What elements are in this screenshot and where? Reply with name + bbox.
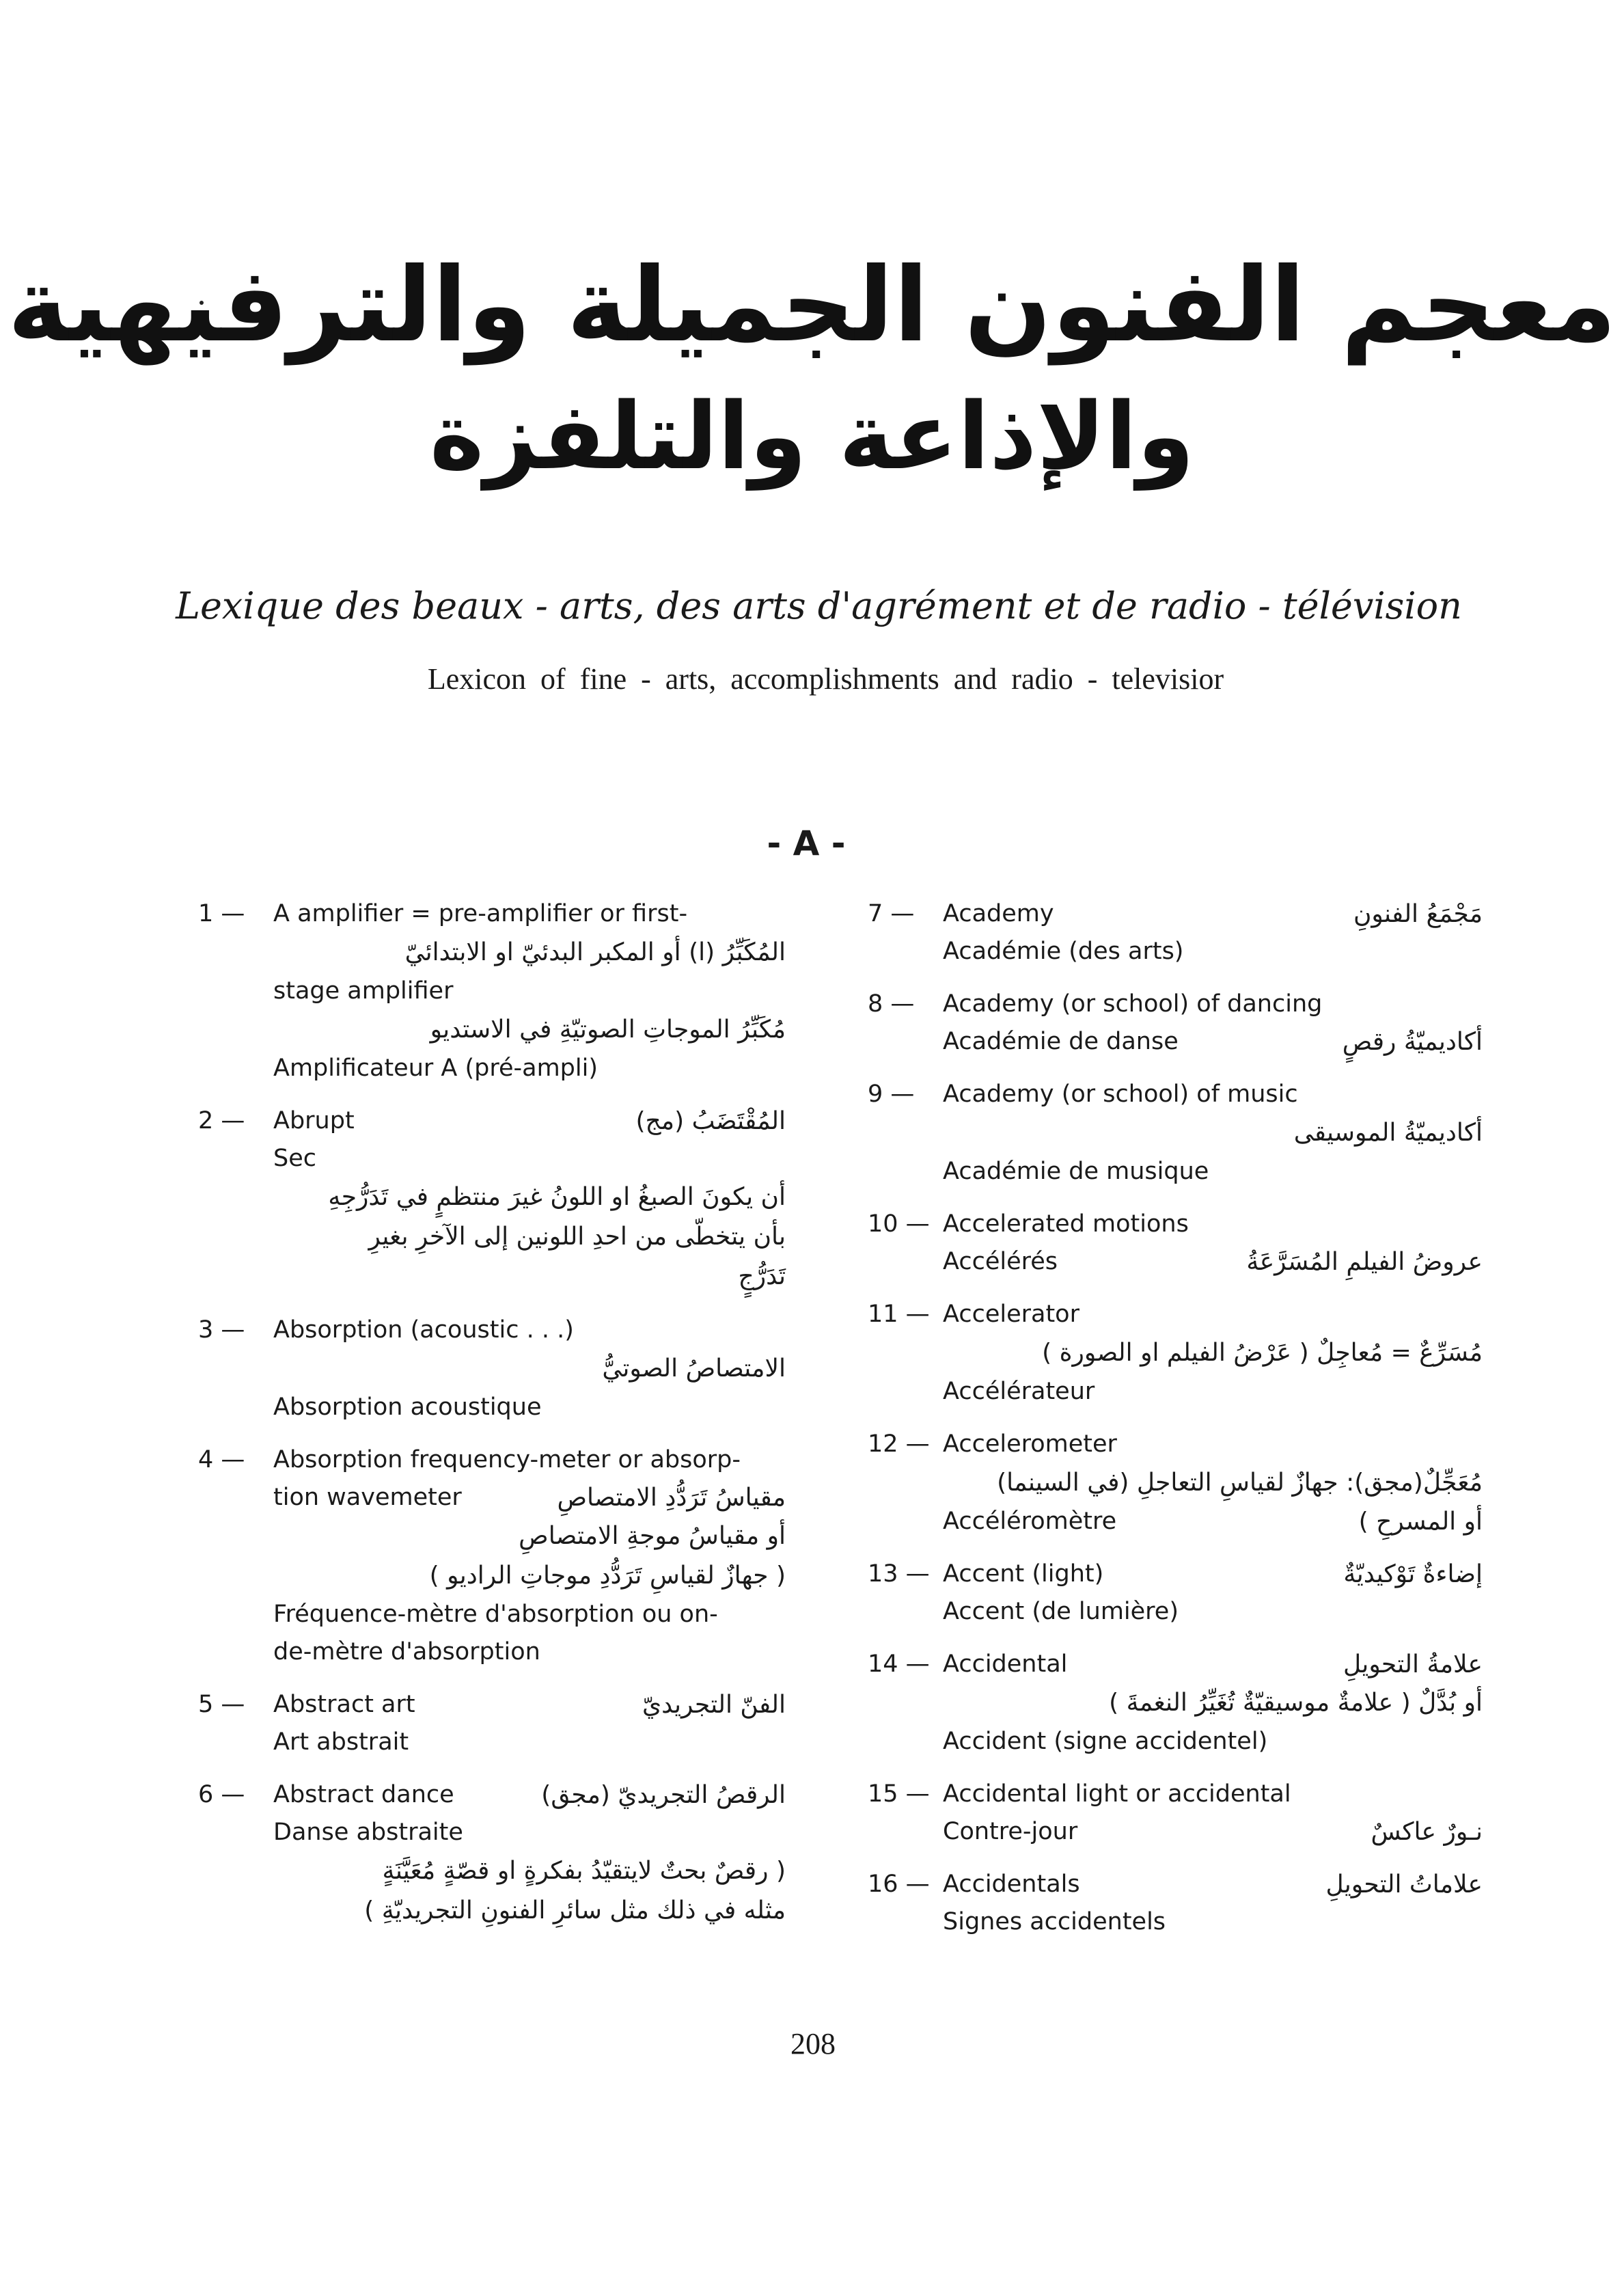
entry-number: 16 —: [868, 1871, 930, 1898]
entry-spacer: [868, 970, 1483, 985]
entry-spacer: [868, 1281, 1483, 1296]
entry-headword-line: [198, 1441, 786, 1479]
section-letter-heading: - A -: [767, 824, 846, 863]
entry-headword-line: [868, 1555, 1483, 1593]
title-arabic-line-1: معجم الفنون الجميلة والترفيهية: [8, 246, 1616, 365]
entry-translation-line: Amplificateur A (pré-ampli): [273, 1055, 598, 1082]
entry-spacer: [868, 1941, 1483, 1956]
entry-term-arabic: عروضُ الفيلمِ المُسَرَّعَةُ: [1246, 1248, 1483, 1276]
entry-headword-line: [868, 985, 1483, 1023]
entry-headword-line: [868, 895, 1483, 933]
dictionary-entry: [868, 1555, 1483, 1646]
entry-number: 12 —: [868, 1430, 930, 1458]
entry-spacer: [198, 1426, 786, 1441]
entry-term-english: Abrupt: [273, 1107, 355, 1134]
entry-term-english: Accent (light): [943, 1560, 1104, 1588]
entry-term-english: Accelerated motions: [943, 1210, 1189, 1238]
page-number: 208: [790, 2027, 836, 2061]
entry-translation-line: Absorption acoustique: [273, 1393, 542, 1421]
subtitle-french: Lexique des beaux - arts, des arts d'agrément et de radio - télévision: [176, 584, 1462, 627]
entry-term-english: Academy (or school) of music: [943, 1080, 1298, 1108]
entry-arabic-line: الامتصاصُ الصوتيُّ: [602, 1355, 786, 1383]
entry-spacer: [868, 1760, 1483, 1776]
entry-translation-text: Accéléromètre: [943, 1508, 1117, 1535]
entry-number: 4 —: [198, 1446, 245, 1473]
entry-term-english: Accelerometer: [943, 1430, 1117, 1458]
dictionary-entry: [198, 1311, 786, 1441]
dictionary-entry: [198, 1776, 786, 1946]
entry-arabic-line: أو بُدَّلٌ ( علامةٌ موسيقيّةٌ تُغَيِّرُ النغمةَ ): [1109, 1689, 1483, 1717]
entry-arabic-line: مثله في ذلك مثل سائرِ الفنونِ التجريديّةِ ): [364, 1896, 786, 1925]
title-arabic-line-2: والإذاعة والتلفزة: [429, 383, 1195, 490]
entry-spacer: [198, 1296, 786, 1311]
entry-headword-line: [868, 1646, 1483, 1683]
entry-term-arabic: مَجْمَعُ الفنونِ: [1353, 900, 1483, 928]
entry-term-english: Academy (or school) of dancing: [943, 990, 1323, 1018]
entry-headword-line: [868, 1296, 1483, 1333]
entry-number: 3 —: [198, 1316, 245, 1344]
subtitle-english: Lexicon of fine - arts, accomplishments and radio - televisior: [427, 662, 1224, 696]
entry-term-arabic: إضاءةٌ تَوْكيديّةٌ: [1343, 1560, 1483, 1588]
entry-arabic-line: ( جهازٌ لقياسِ تَرَدُّدِ موجاتِ الراديو ): [429, 1562, 786, 1590]
entry-arabic-line: المُكَبِّرُ (ا) أو المكبر البدئيّ او الابتدائيّ: [404, 938, 786, 966]
entry-translation-line: [868, 1243, 1483, 1281]
entry-arabic-line: مُكَبِّرُ الموجاتِ الصوتيّةِ في الاستديو: [430, 1016, 786, 1044]
entry-translation-line: Académie de musique: [943, 1158, 1209, 1185]
entry-headword-line: [868, 1776, 1483, 1813]
entry-term-arabic: علاماتُ التحويلِ: [1325, 1871, 1483, 1899]
entry-spacer: [868, 1061, 1483, 1076]
entry-arabic-line: أو مقياسُ موجةِ الامتصاصِ: [519, 1522, 786, 1550]
entry-translation-line: Sec: [273, 1145, 316, 1172]
entry-headword-line: [198, 1686, 786, 1724]
entry-term-arabic: نـورٌ عاكسٌ: [1371, 1818, 1483, 1846]
entry-spacer: [868, 1540, 1483, 1555]
entry-headword-line: [868, 1866, 1483, 1903]
entry-number: 14 —: [868, 1650, 930, 1678]
entry-translation-text: Contre-jour: [943, 1818, 1078, 1845]
entry-spacer: [868, 1851, 1483, 1866]
entry-translation-text: tion wavemeter: [273, 1484, 462, 1511]
entry-translation-text: Accélérés: [943, 1248, 1058, 1275]
dictionary-entry: [198, 1102, 786, 1311]
dictionary-entry: [868, 1866, 1483, 1956]
entry-spacer: [868, 1191, 1483, 1206]
entry-number: 9 —: [868, 1080, 915, 1108]
entry-translation-line: stage amplifier: [273, 977, 454, 1005]
entry-translation-line: Danse abstraite: [273, 1819, 463, 1846]
left-column: [198, 895, 786, 1946]
dictionary-entry: [868, 1646, 1483, 1776]
entry-headword-line: [198, 1311, 786, 1349]
entry-term-english: Accidental: [943, 1650, 1068, 1678]
entry-translation-line: Signes accidentels: [943, 1908, 1166, 1935]
entry-number: 13 —: [868, 1560, 930, 1588]
dictionary-entry: [868, 1076, 1483, 1206]
entry-spacer: [868, 1631, 1483, 1646]
entry-number: 7 —: [868, 900, 915, 927]
entry-arabic-line: تَدَرُّجٍ: [738, 1262, 786, 1290]
entry-spacer: [198, 1931, 786, 1946]
entry-term-arabic: المُقْتَضَبُ (مج): [635, 1107, 786, 1135]
entry-term-arabic: أكاديميّةُ رقصٍ: [1342, 1028, 1483, 1056]
right-column: [868, 895, 1483, 1956]
dictionary-entry: [198, 1686, 786, 1776]
dictionary-entry: [198, 1441, 786, 1686]
entry-spacer: [198, 1671, 786, 1686]
entry-translation-line: Accident (signe accidentel): [943, 1728, 1268, 1755]
entry-spacer: [198, 1761, 786, 1776]
entry-number: 15 —: [868, 1780, 930, 1808]
dictionary-entry: [868, 895, 1483, 985]
entry-headword-line: [198, 895, 786, 933]
entry-translation-line: Art abstrait: [273, 1728, 409, 1756]
entry-headword-line: [198, 1102, 786, 1140]
entry-translation-text: Académie de danse: [943, 1028, 1179, 1055]
entry-term-english: Accidental light or accidental: [943, 1780, 1291, 1808]
entry-headword-line: [868, 1426, 1483, 1463]
entry-headword-line: [868, 1206, 1483, 1243]
entry-term-arabic: الرقصُ التجريديّ (مجق): [541, 1781, 786, 1809]
entry-term-arabic: الفنّ التجريديّ: [642, 1691, 786, 1719]
entry-number: 6 —: [198, 1781, 245, 1808]
entry-term-english: Abstract art: [273, 1691, 415, 1718]
entry-arabic-line: مُعَجِّلٌ(مجق): جهازٌ لقياسِ التعاجلِ (في السينما): [997, 1469, 1483, 1497]
entry-number: 11 —: [868, 1301, 930, 1328]
entry-term-english: Absorption (acoustic . . .): [273, 1316, 574, 1344]
entry-number: 5 —: [198, 1691, 245, 1718]
dictionary-entry: [868, 985, 1483, 1076]
entry-translation-line: [198, 1479, 786, 1517]
entry-term-english: Accelerator: [943, 1301, 1079, 1328]
entry-number: 8 —: [868, 990, 915, 1018]
entry-translation-line: [868, 1503, 1483, 1540]
entry-translation-line: de-mètre d'absorption: [273, 1638, 540, 1666]
dictionary-entry: [868, 1426, 1483, 1555]
entry-number: 10 —: [868, 1210, 930, 1238]
dictionary-entry: [868, 1776, 1483, 1866]
entry-translation-line: Accent (de lumière): [943, 1598, 1179, 1625]
entry-translation-line: Accélérateur: [943, 1378, 1095, 1405]
dictionary-entry: [198, 895, 786, 1102]
entry-term-english: Accidentals: [943, 1871, 1080, 1898]
entry-spacer: [198, 1087, 786, 1102]
entry-term-english: Academy: [943, 900, 1054, 927]
entry-arabic-line: ( رقصٌ بحتٌ لايتقيّدُ بفكرةٍ او قصّةٍ مُعَيَّنَةٍ: [382, 1857, 786, 1885]
entry-term-english: Absorption frequency-meter or absorp-: [273, 1446, 741, 1473]
dictionary-entry: [868, 1206, 1483, 1296]
entry-arabic-line: بأن يتخطّى من احدِ اللونين إلى الآخرِ بغيرِ: [368, 1223, 786, 1251]
entry-term-english: A amplifier = pre-amplifier or first-: [273, 900, 688, 927]
entry-spacer: [868, 1411, 1483, 1426]
entry-arabic-line: أن يكونَ الصبغُ او اللونُ غيرَ منتظمٍ في تَدَرُّجِهِ: [328, 1183, 786, 1211]
entry-translation-line: Académie (des arts): [943, 938, 1184, 965]
entry-number: 1 —: [198, 900, 245, 927]
entry-term-arabic: مقياسُ تَرَدُّدِ الامتصاصِ: [557, 1484, 786, 1512]
dictionary-entry: [868, 1296, 1483, 1426]
entry-headword-line: [198, 1776, 786, 1814]
entry-translation-line: [868, 1813, 1483, 1851]
entry-translation-line: [868, 1023, 1483, 1061]
entry-arabic-line: مُسَرِّعٌ = مُعاجِلٌ ( عَرْضُ الفيلم او الصورة ): [1042, 1339, 1483, 1367]
entry-number: 2 —: [198, 1107, 245, 1134]
entry-translation-line: Fréquence-mètre d'absorption ou on-: [273, 1601, 718, 1628]
entry-term-arabic: أو المسرحِ ): [1358, 1508, 1483, 1536]
entry-headword-line: [868, 1076, 1483, 1113]
entry-term-arabic: علامةُ التحويلِ: [1343, 1650, 1483, 1678]
entry-term-english: Abstract dance: [273, 1781, 454, 1808]
entry-arabic-line: أكاديميّةُ الموسيقى: [1293, 1119, 1483, 1147]
